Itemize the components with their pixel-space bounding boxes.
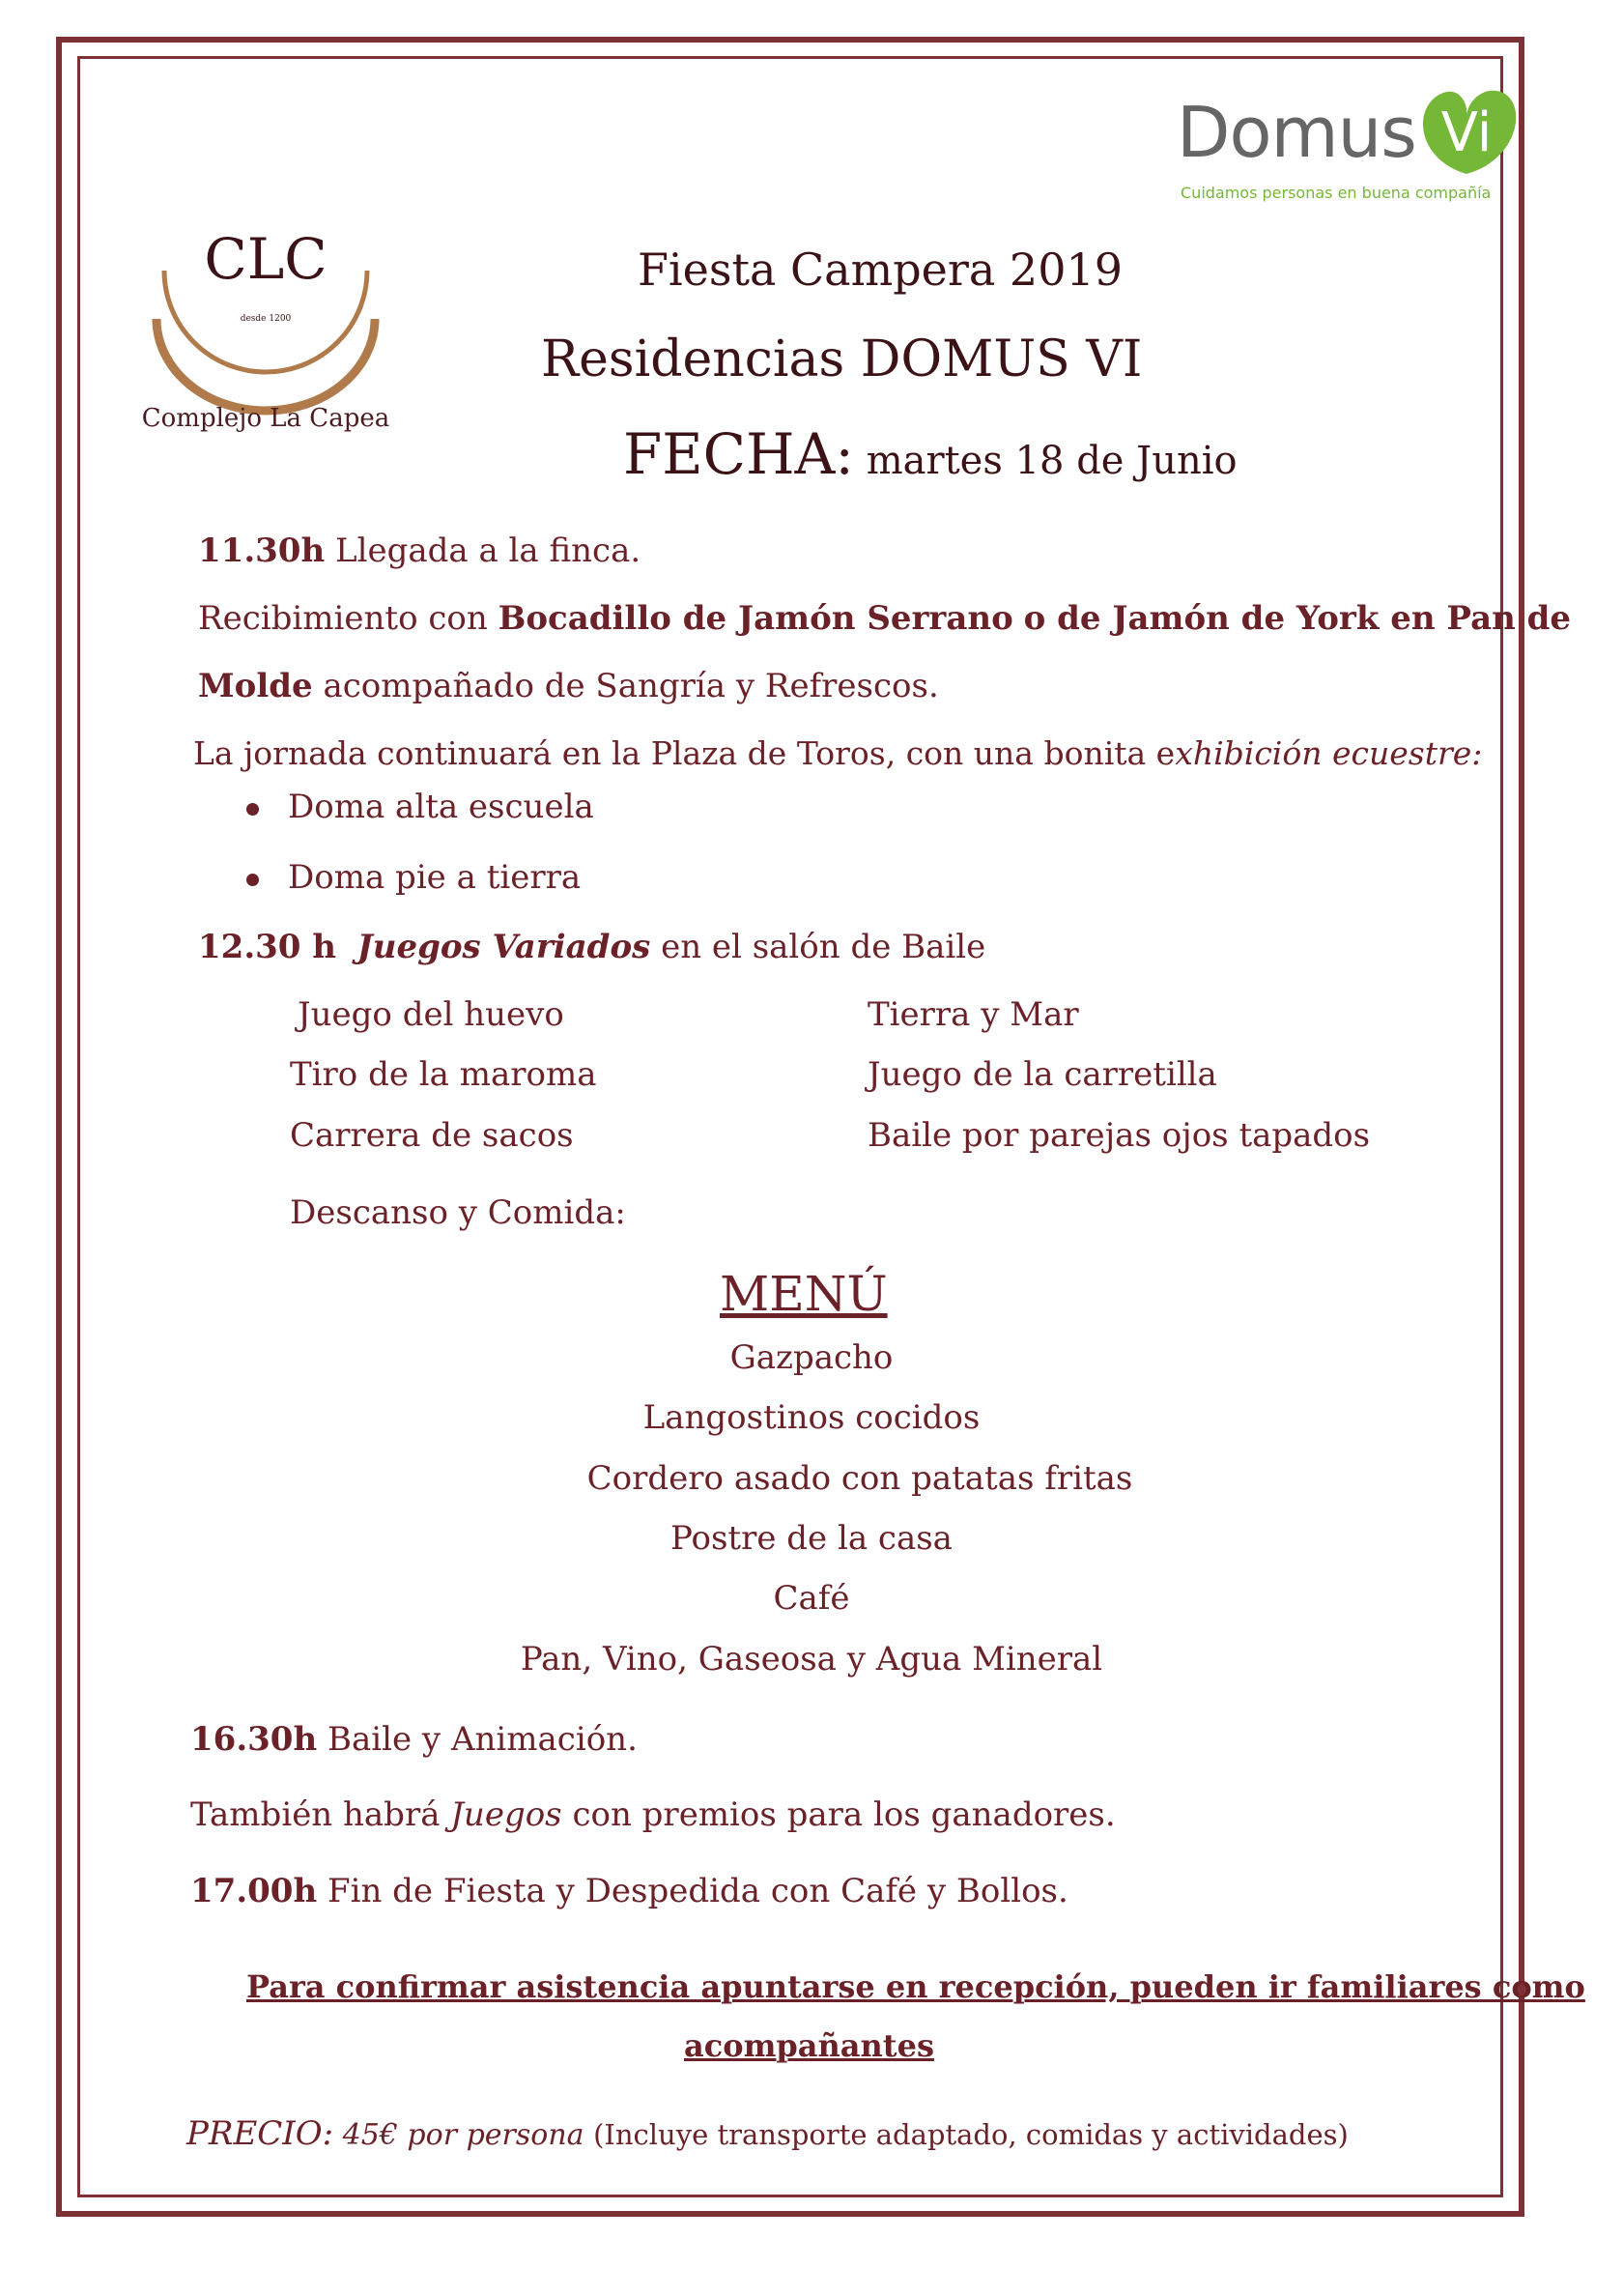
menu-item: Postre de la casa (670, 1519, 953, 1558)
continue-italic: xhibición ecuestre: (1175, 734, 1483, 772)
price-line (186, 2114, 1349, 2153)
game-item: Tiro de la maroma (290, 1055, 597, 1094)
game-item: Baile por parejas ojos tapados (868, 1116, 1371, 1155)
dance-line (190, 1720, 638, 1759)
arrival-time: 11.30h (198, 531, 326, 570)
prizes-prefix: También habrá (190, 1795, 441, 1834)
welcome-prefix: Recibimiento con (198, 599, 488, 638)
bullet-icon (246, 803, 259, 816)
welcome-item: Bocadillo de Jamón Serrano (498, 599, 1013, 638)
capea-name: Complejo La Capea (141, 404, 390, 433)
dance-text: Baile y Animación. (327, 1720, 638, 1759)
game-item: Tierra y Mar (868, 995, 1079, 1034)
bullet-item: Doma pie a tierra (246, 858, 581, 897)
arrival-text: Llegada a la finca. (335, 531, 641, 570)
prizes-line (190, 1795, 1116, 1834)
domus-mark: Vi (1440, 101, 1493, 164)
welcome-line (198, 599, 1571, 638)
game-item: Carrera de sacos (290, 1116, 574, 1155)
price-label: PRECIO: (186, 2114, 334, 2153)
games-time: 12.30 h (198, 928, 337, 966)
prizes-suffix: con premios para los ganadores. (572, 1795, 1116, 1834)
dance-time: 16.30h (190, 1720, 318, 1759)
games-line (198, 928, 985, 966)
continue-text: La jornada continuará en la Plaza de Toros, con una bonita e (193, 734, 1176, 772)
game-item: Juego del huevo (298, 995, 564, 1034)
event-title: Fiesta Campera 2019 (638, 244, 1124, 296)
end-line (190, 1872, 1068, 1910)
menu-item: Langostinos cocidos (642, 1398, 981, 1437)
price-amount: 45€ por persona (342, 2118, 584, 2152)
menu-item: Gazpacho (729, 1338, 894, 1377)
arrival-line (198, 531, 641, 570)
games-title: Juegos Variados (356, 928, 651, 966)
menu-item: Café (773, 1579, 850, 1618)
prizes-games: Juegos (450, 1795, 562, 1834)
rest-line: Descanso y Comida: (290, 1193, 626, 1232)
menu-item: Pan, Vino, Gaseosa y Agua Mineral (520, 1640, 1103, 1679)
capea-since: desde 1200 (240, 314, 292, 324)
domusvi-leaf-icon (1409, 81, 1524, 178)
game-item: Juego de la carretilla (868, 1055, 1217, 1094)
welcome-molde: Molde (198, 667, 313, 705)
end-time: 17.00h (190, 1872, 318, 1910)
capea-monogram: CLC (204, 226, 327, 292)
rsvp-line-2: acompañantes (684, 2027, 934, 2064)
event-date (623, 421, 1238, 487)
welcome-connector: o de Jamón de York en Pan de (1023, 599, 1572, 638)
games-place: en el salón de Baile (661, 928, 986, 966)
continue-line (193, 734, 1482, 772)
domus-tagline: Cuidamos personas en buena compañía (1181, 184, 1492, 202)
bullet-item: Doma alta escuela (246, 788, 594, 826)
welcome-rest: acompañado de Sangría y Refrescos. (323, 667, 939, 705)
price-note: (Incluye transporte adaptado, comidas y actividades) (593, 2118, 1349, 2151)
bullet-icon (246, 874, 259, 886)
welcome-line-2 (198, 667, 939, 705)
date-label: FECHA: (623, 421, 854, 487)
menu-item: Cordero asado con patatas fritas (586, 1459, 1133, 1498)
domus-wordmark: Domus (1177, 92, 1416, 173)
menu-title: MENÚ (720, 1266, 888, 1322)
end-text: Fin de Fiesta y Despedida con Café y Bollos. (327, 1872, 1068, 1910)
rsvp-line-1: Para confirmar asistencia apuntarse en recepción, pueden ir familiares como (246, 1968, 1585, 2005)
event-subtitle: Residencias DOMUS VI (541, 330, 1143, 388)
date-value: martes 18 de Junio (866, 439, 1238, 483)
